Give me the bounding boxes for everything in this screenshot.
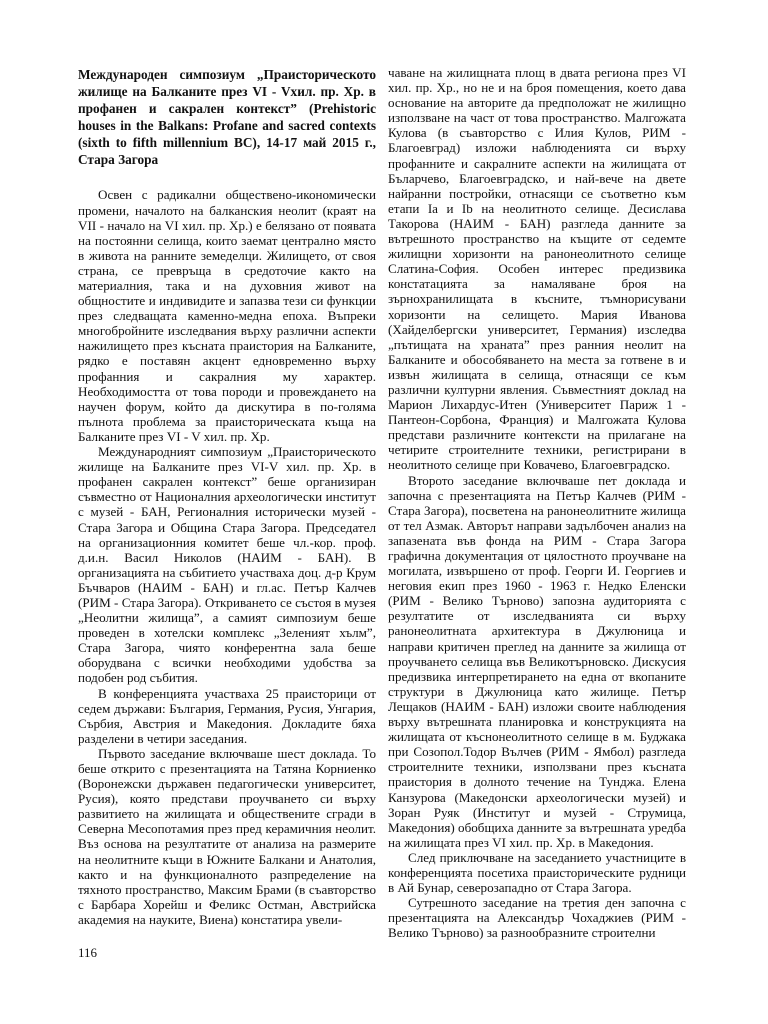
- paragraph: Освен с радикални обществено-икономически промени, началото на балканския неолит (краят на VII - начало на VI хил. пр. Хр.) е белязано от появата на постоянни селища, които заемат централно място в живота на ранните земеделци. Жилището, от своя страна, се превръща в средоточие както на материалния, така и на духовния живот на общностите и индивидите и запазва тези си функции през следващата каменно-медна епоха. Въпреки многобройните изследвания върху различни аспекти нажилището през късната праистория на Балканите, рядко е поставян акцент едновременно върху профанния и сакралния му характер. Необходимостта от това породи и провеждането на научен форум, който да дискутира в по-голяма пълнота проблема за праисторическата къща на Балканите през VI - V хил. пр. Хр.: [78, 187, 376, 444]
- paragraph-continuation: чаване на жилищната площ в двата региона през VI хил. пр. Хр., но не и на броя помещения, което дава основание на авторите да предположат не жилищно използване на част от това пространство. Малгожата Кулова (в съавторство с Илия Кулов, РИМ - Благоевград) изложи наблюденията си върху профанните и сакралните аспекти на жилищата от Бъларчево, Благоевградско, и най-вече на двете найранни постройки, отнасящи се съответно към етапи Ia и Ib на неолитното селище. Десислава Такорова (НАИМ - БАН) разгледа данните за вътрешното пространство на къщите от седемте жилищни хоризонти на ранонеолитното селище Слатина-София. Особен интерес предизвика констатацията за намаляване броя на зърнохранилищата в късните, тъмнорисувани хоризонти на селището. Мария Иванова (Хайделбергски университет, Германия) изследва „пътищата на храната” през ранния неолит на Балканите и обособяването на места за готвене в и извън жилищата в селища, отнасящи се към различни културни явления. Съвместният доклад на Марион Лихардус-Итен (Университет Париж 1 - Пантеон-Сорбона, Франция) и Малгожата Кулова представи различните контексти на прилагане на четирите строителните техники, регистрирани в неолитното селище при Ковачево, Благоевградско.: [388, 65, 686, 473]
- paragraph: Второто заседание включваше пет доклада и започна с презентацията на Петър Калчев (РИМ - Стара Загора), посветена на ранонеолитните жилища от тел Азмак. Авторът направи задълбочен анализ на запазената във фонда на РИМ - Стара Загора графична документация от цялостното проучване на могилата, извършено от проф. Георги И. Георгиев и неговия екип през 1960 - 1963 г. Недко Еленски (РИМ - Велико Търново) запозна аудиторията с резултатите от изследванията си върху ранонеолитната архитектура в Джулюница и направи критичен преглед на данните за жилища от проучването селища във Великотърновско. Дискусия предизвика интерпретирането на една от вкопаните структури в Джулюница като жилище. Петър Лещаков (НАИМ - БАН) изложи своите наблюдения върху вътрешната планировка и конструкцията на жилищата от къснонеолитното селище в м. Буджака при Созопол.Тодор Вълчев (РИМ - Ямбол) разгледа строителните техники, използвани през късната праистория в долното течение на Тунджа. Елена Канзурова (Македонски археологически музей) и Зоран Руяк (Институт и музей - Струмица, Македония) обобщиха данните за вътрешната уредба на жилищата през VI хил. пр. Хр. в Македония.: [388, 472, 686, 850]
- paragraph: В конференцията участваха 25 праисторици от седем държави: България, Германия, Русия, Унгария, Сърбия, Австрия и Македония. Докладите бяха разделени в четири заседания.: [78, 685, 376, 746]
- right-column: [388, 65, 686, 940]
- paragraph: Международният симпозиум „Праисторическото жилище на Балканите през VI-V хил. пр. Хр. в профанен сакрален контекст” беше организиран съвместно от Националния археологически институт с музей - БАН, Регионалния исторически музей - Стара Загора и Община Стара Загора. Председател на организационния комитет беше чл.-кор. проф. д.и.н. Васил Николов (НАИМ - БАН). В организацията на събитието участваха доц. д-р Крум Бъчваров (НАИМ - БАН) и гл.ас. Петър Калчев (РИМ - Стара Загора). Откриването се състоя в музея „Неолитни жилища”, а самият симпозиум беше проведен в хотелски комплекс „Зеленият хълм”, Стара Загора, чиято конферентна зала беше оборудвана с всички необходими удобства за подобен род събития.: [78, 444, 376, 686]
- paragraph: Първото заседание включваше шест доклада. То беше открито с презентацията на Татяна Корниенко (Воронежски държавен педагогически университет, Русия), която представи проучването си върху развитието на жилищата и обществените сгради в Северна Месопотамия през пред керамичния неолит. Въз основа на резултатите от анализа на размерите на неолитните къщи в Южните Балкани и Анатолия, както и на функционалното разпределение на тяхното пространство, Максим Брами (в съавторство с Барбара Хорейш и Феликс Остман, Австрийска академия на науките, Виена) констатира увели-: [78, 745, 376, 927]
- left-column: [78, 65, 376, 927]
- paragraph: След приключване на заседанието участниците в конференцията посетиха праисторическите рудници в Ай Бунар, северозападно от Стара Загора.: [388, 849, 686, 896]
- page-number: 116: [78, 945, 98, 960]
- article-title: Международен симпозиум „Праисторическото жилище на Балканите през VI - Vхил. пр. Хр. в профанен и сакрален контекст” (Prehistoric houses in the Balkans: Profane and sacred contexts (sixth to fifth millennium BC), 14-17 май 2015 г., Стара Загора: [78, 67, 376, 167]
- paragraph: Сутрешното заседание на третия ден започна с презентацията на Александър Чохаджиев (РИМ - Велико Търново) за разнообразните строителни: [388, 895, 686, 941]
